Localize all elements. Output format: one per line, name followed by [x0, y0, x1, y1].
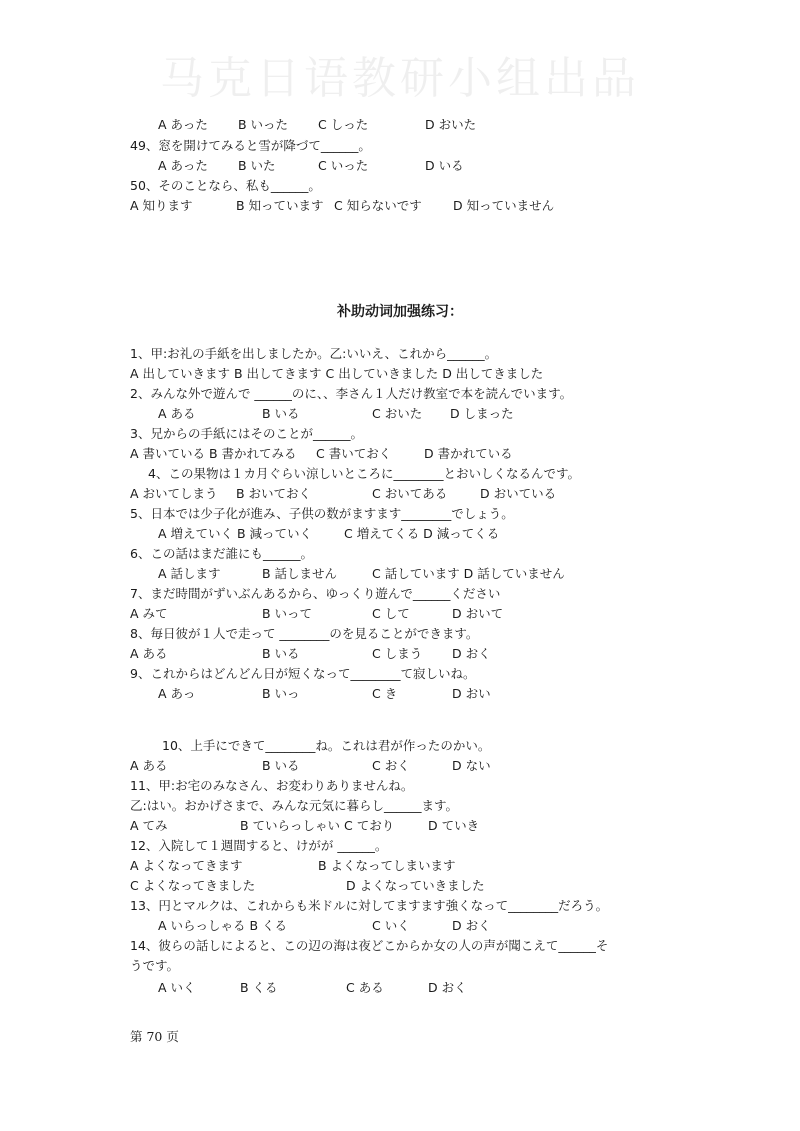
s12-option-b: B よくなってしまいます — [318, 858, 456, 873]
s14-option-c: C ある — [346, 980, 384, 995]
s4-question: 4、この果物は１カ月ぐらい涼しいところに________とおいしくなるんです。 — [148, 466, 580, 481]
section-title: 补助动词加强练习： — [337, 304, 463, 320]
s3-option-c: C 書いておく — [316, 446, 392, 461]
s11-question-line2: 乙:はい。おかげさまで、みんな元気に暮らし______ます。 — [130, 798, 458, 813]
s14-option-b: B くる — [240, 980, 278, 995]
s12-question: 12、入院して１週間すると、けがが ______。 — [130, 838, 388, 853]
s7-option-b: B いって — [262, 606, 313, 621]
s14-question-line2: うです。 — [130, 958, 180, 973]
s8-question: 8、毎日彼が１人で走って ________のを見ることができます。 — [130, 626, 479, 641]
s6-option-b: B 話しません — [262, 566, 338, 581]
s12-option-a: A よくなってきます — [130, 858, 243, 873]
q49-option-d: D いる — [425, 158, 464, 173]
q50-option-b: B 知っています — [236, 198, 324, 213]
s9-option-d: D おい — [452, 686, 491, 701]
s8-option-c: C しまう — [372, 646, 423, 661]
s9-option-c: C き — [372, 686, 398, 701]
q50-option-c: C 知らないです — [334, 198, 422, 213]
s5-option-ab: A 増えていく B 減っていく — [158, 526, 313, 541]
q50-option-a: A 知ります — [130, 198, 193, 213]
s8-option-b: B いる — [262, 646, 300, 661]
s9-option-a: A あっ — [158, 686, 196, 701]
s7-option-d: D おいて — [452, 606, 504, 621]
s4-option-c: C おいてある — [372, 486, 448, 501]
s2-option-d: D しまった — [450, 406, 514, 421]
s6-option-cd: C 話しています D 話していません — [372, 566, 565, 581]
s8-option-a: A ある — [130, 646, 168, 661]
s6-question: 6、この話はまだ誰にも______。 — [130, 546, 313, 561]
q48-option-b: B いった — [238, 117, 289, 132]
q48-option-d: D おいた — [425, 117, 477, 132]
s11-option-d: D ていき — [428, 818, 480, 833]
s14-option-a: A いく — [158, 980, 196, 995]
s9-option-b: B いっ — [262, 686, 300, 701]
q48-option-a: A あった — [158, 117, 208, 132]
s12-option-c: C よくなってきました — [130, 878, 256, 893]
s10-option-c: C おく — [372, 758, 410, 773]
s13-question: 13、円とマルクは、これからも米ドルに対してますます強くなって________だろう。 — [130, 898, 609, 913]
s13-option-ab: A いらっしゃる B くる — [158, 918, 288, 933]
s10-question: 10、上手にできて________ね。これは君が作ったのかい。 — [162, 738, 491, 753]
s7-option-c: C して — [372, 606, 410, 621]
q49-option-c: C いった — [318, 158, 369, 173]
s4-option-b: B おいておく — [236, 486, 312, 501]
s11-question: 11、甲:お宅のみなさん、お変わりありませんね。 — [130, 778, 414, 793]
s12-option-d: D よくなっていきました — [346, 878, 485, 893]
s3-question: 3、兄からの手紙にはそのことが______。 — [130, 426, 363, 441]
s7-question: 7、まだ時間がずいぶんあるから、ゆっくり遊んで______ください — [130, 586, 501, 601]
s5-option-cd: C 増えてくる D 減ってくる — [344, 526, 500, 541]
watermark: 马克日语教研小组出品 — [160, 53, 640, 104]
s5-question: 5、日本では少子化が進み、子供の数がますます________でしょう。 — [130, 506, 514, 521]
s3-option-ab: A 書いている B 書かれてみる — [130, 446, 297, 461]
s9-question: 9、これからはどんどん日が短くなって________て寂しいね。 — [130, 666, 476, 681]
s10-option-a: A ある — [130, 758, 168, 773]
s7-option-a: A みて — [130, 606, 168, 621]
s13-option-c: C いく — [372, 918, 410, 933]
page-number: 第 70 页 — [130, 1029, 179, 1044]
s10-option-d: D ない — [452, 758, 491, 773]
s13-option-d: D おく — [452, 918, 491, 933]
q50-question: 50、そのことなら、私も______。 — [130, 178, 321, 193]
s11-option-a: A てみ — [130, 818, 168, 833]
s3-option-d: D 書かれている — [424, 446, 513, 461]
s2-option-c: C おいた — [372, 406, 423, 421]
s2-option-a: A ある — [158, 406, 196, 421]
q49-option-b: B いた — [238, 158, 276, 173]
q49-question: 49、窓を開けてみると雪が降づて______。 — [130, 138, 371, 153]
q50-option-d: D 知っていません — [453, 198, 555, 213]
s6-option-a: A 話します — [158, 566, 221, 581]
s4-option-d: D おいている — [480, 486, 557, 501]
s4-option-a: A おいてしまう — [130, 486, 218, 501]
s8-option-d: D おく — [452, 646, 491, 661]
q48-option-c: C しった — [318, 117, 369, 132]
s1-options: A 出していきます B 出してきます C 出していきました D 出してきました — [130, 366, 544, 381]
s14-option-d: D おく — [428, 980, 467, 995]
q49-option-a: A あった — [158, 158, 208, 173]
s1-question: 1、甲:お礼の手紙を出しましたか。乙:いいえ、これから______。 — [130, 346, 498, 361]
s2-option-b: B いる — [262, 406, 300, 421]
s2-question: 2、みんな外で遊んで ______のに、、李さん１人だけ教室で本を読んでいます。 — [130, 386, 573, 401]
s11-option-bc: B ていらっしゃい C ており — [240, 818, 395, 833]
s14-question: 14、彼らの話しによると、この辺の海は夜どこからか女の人の声が聞こえて______そ — [130, 938, 609, 953]
s10-option-b: B いる — [262, 758, 300, 773]
